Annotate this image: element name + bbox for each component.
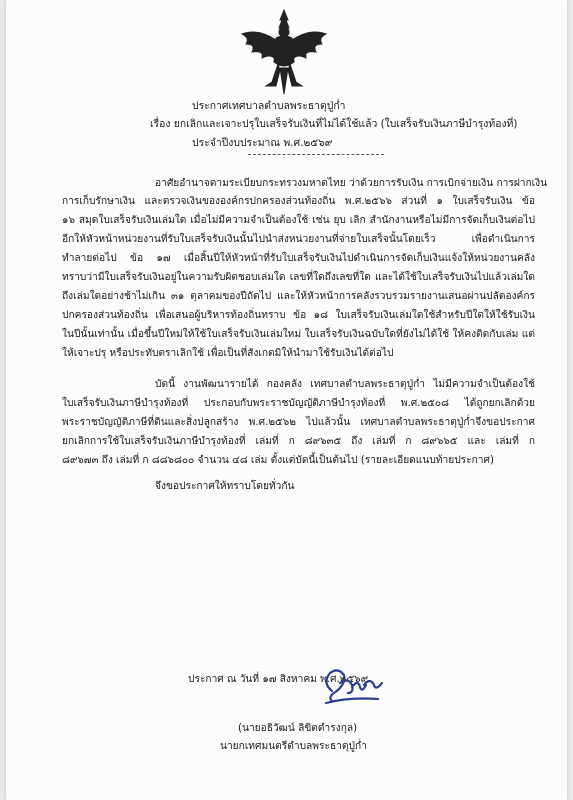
text-line: ใบเสร็จรับเงินภาษีบำรุงท้องที่ ประกอบกับพระราชบัญญัติภาษีบำรุงท้องที่ พ.ศ.๒๕๐๘ ได้ถูกยกเลิกด้วย: [62, 398, 535, 409]
text-line: ยกเลิกการใช้ใบเสร็จรับเงินภาษีบำรุงท้องที่ เล่มที่ ก ๘๙๖๓๕ ถึง เล่มที่ ก ๘๙๖๖๕ และ เล่มที่ ก: [62, 436, 535, 447]
signature-icon: [318, 663, 388, 711]
text-line: ปกครองส่วนท้องถิ่น เพื่อเสนอผู้บริหารท้องถิ่นทราบ ข้อ ๑๘ ใบเสร็จรับเงินเล่มใดใช้สำหรับปีใดให้ใช้รับเงิน: [62, 310, 535, 321]
text-line: ถึงเล่มใดอย่างช้าไม่เกิน ๓๑ ตุลาคมของปีถัดไป และให้หัวหน้าการคลังรวบรวมรายงานเสนอผ่านปลัดองค์กร: [62, 291, 535, 302]
text-line: ทราบว่ามีใบเสร็จรับเงินอยู่ในความรับผิดชอบเล่มใด เลขที่ใดถึงเลขที่ใด และได้ใช้ใบเสร็จรับเงินไปแล้วเล่มใด: [62, 272, 535, 283]
text-line: ในปีนั้นเท่านั้น เมื่อขึ้นปีใหม่ให้ใช้ใบเสร็จรับเงินเล่มใหม่ ใบเสร็จรับเงินฉบับใดที่ยังไม่ได้ใช้ ให้คงติดกับเล่ม แต่: [62, 329, 535, 340]
text-line: การเก็บรักษาเงิน และตรวจเงินขององค์กรปกครองส่วนท้องถิ่น พ.ศ.๒๕๖๖ ส่วนที่ ๑ ใบเสร็จรับเงิน ข้อ: [62, 196, 535, 207]
text-line: ๘๙๖๗๓ ถึง เล่มที่ ก ๘๘๖๘๐๐ จำนวน ๔๘ เล่ม ตั้งแต่บัดนี้เป็นต้นไป (รายละเอียดแนบท้ายประกาศ): [62, 455, 494, 466]
text-line: พระราชบัญญัติภาษีที่ดินและสิ่งปลูกสร้าง พ.ศ.๒๕๖๒ ไปแล้วนั้น เทศบาลตำบลพระธาตุปู่ก่ำจึงขอประกาศ: [62, 417, 535, 428]
document-title: ประกาศเทศบาลตำบลพระธาตุปู่ก่ำ: [192, 100, 346, 112]
garuda-emblem-icon: [236, 8, 332, 100]
fiscal-year: ประจำปีงบประมาณ พ.ศ.๒๕๖๙: [192, 137, 333, 149]
announcement-date: ประกาศ ณ วันที่ ๑๗ สิงหาคม พ.ศ.๒๕๖๙: [188, 674, 369, 685]
announcement-page: [6, 0, 567, 800]
text-line: อีกให้หัวหน้าหน่วยงานที่รับใบเสร็จรับเงินนั้นไปนำส่งหน่วยงานที่จ่ายใบเสร็จนั้นโดยเร็ว เพื่อดำเนินการ: [62, 234, 535, 245]
text-line: บัดนี้ งานพัฒนารายได้ กองคลัง เทศบาลตำบลพระธาตุปู่ก่ำ ไม่มีความจำเป็นต้องใช้: [155, 379, 535, 390]
text-line: ๑๖ สมุดใบเสร็จรับเงินเล่มใด เมื่อไม่มีความจำเป็นต้องใช้ เช่น ยุบ เลิก สำนักงานหรือไม่มีการจัดเก็บเงินต่อไป: [62, 215, 535, 226]
closing-text: จึงขอประกาศให้ทราบโดยทั่วกัน: [155, 481, 295, 492]
text-line: อาศัยอำนาจตามระเบียบกระทรวงมหาดไทย ว่าด้วยการรับเงิน การเบิกจ่ายเงิน การฝากเงิน: [155, 178, 548, 189]
text-line: ให้เจาะปรุ หรือประทับตราเลิกใช้ เพื่อเป็นที่สังเกตมิให้นำมาใช้รับเงินได้ต่อไป: [62, 348, 394, 359]
text-line: ทำลายต่อไป ข้อ ๑๗ เมื่อสิ้นปีให้หัวหน้าที่รับใบเสร็จรับเงินไปดำเนินการจัดเก็บเงินแจ้งให้หน่วยงานคลัง: [62, 253, 535, 264]
document-subject: เรื่อง ยกเลิกและเจาะปรุใบเสร็จรับเงินที่ไม่ได้ใช้แล้ว (ใบเสร็จรับเงินภาษีบำรุงท้องที่): [150, 118, 518, 130]
signatory-name: (นายอธิวัฒน์ ลิขิตดำรงกุล): [238, 723, 358, 734]
signatory-position: นายกเทศมนตรีตำบลพระธาตุปู่ก่ำ: [220, 741, 367, 752]
header-divider: [248, 154, 384, 155]
